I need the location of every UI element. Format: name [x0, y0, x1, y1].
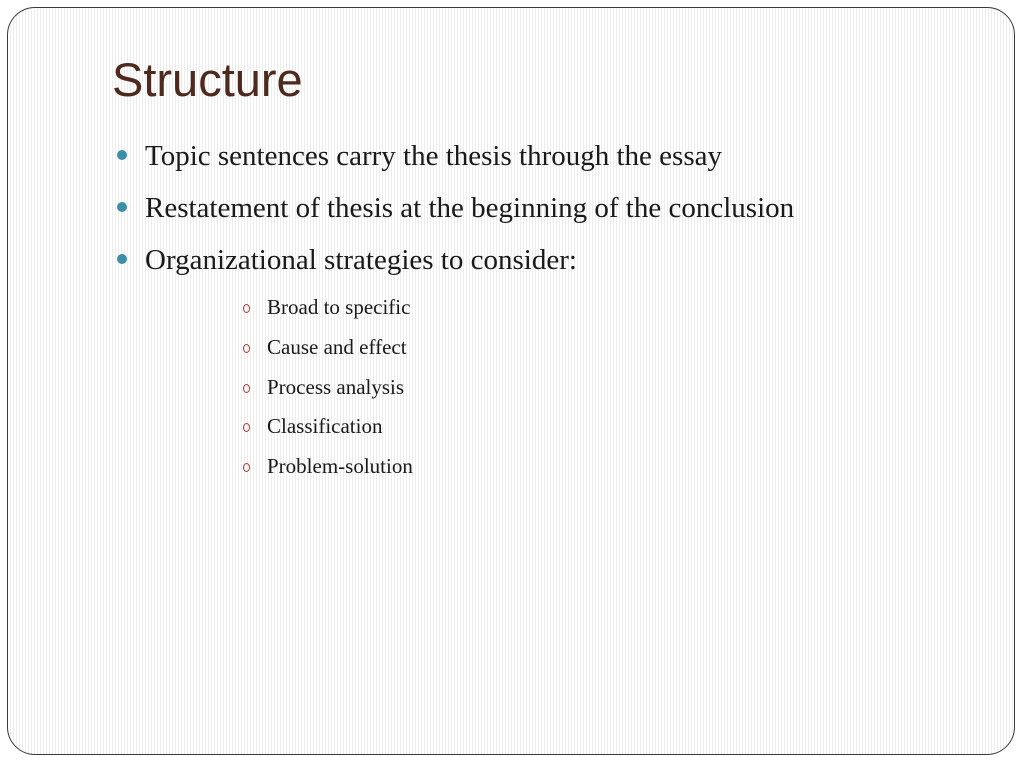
- bullet-text: Restatement of thesis at the beginning of the conclusion: [145, 192, 795, 224]
- sub-bullet-text: Process analysis: [267, 374, 405, 399]
- sub-bullet-text: Cause and effect: [267, 334, 407, 359]
- bullet-text: Organizational strategies to consider:: [145, 244, 577, 276]
- sub-bullet-ring-icon: [243, 304, 250, 313]
- sub-bullet-ring-icon: [243, 344, 250, 353]
- bullet-dot-icon: [117, 150, 127, 160]
- sub-bullet-text: Problem-solution: [267, 454, 413, 479]
- slide-title: Structure: [112, 53, 303, 106]
- sub-bullet-ring-icon: [243, 384, 250, 393]
- sub-bullet-text: Classification: [267, 414, 383, 439]
- sub-bullet-ring-icon: [243, 423, 250, 432]
- bullet-text: Topic sentences carry the thesis through the essay: [145, 140, 722, 172]
- sub-bullet-text: Broad to specific: [267, 295, 411, 319]
- bullet-dot-icon: [117, 254, 127, 264]
- slide-frame: [7, 7, 1015, 755]
- sub-bullet-ring-icon: [243, 463, 250, 472]
- bullet-dot-icon: [117, 202, 127, 212]
